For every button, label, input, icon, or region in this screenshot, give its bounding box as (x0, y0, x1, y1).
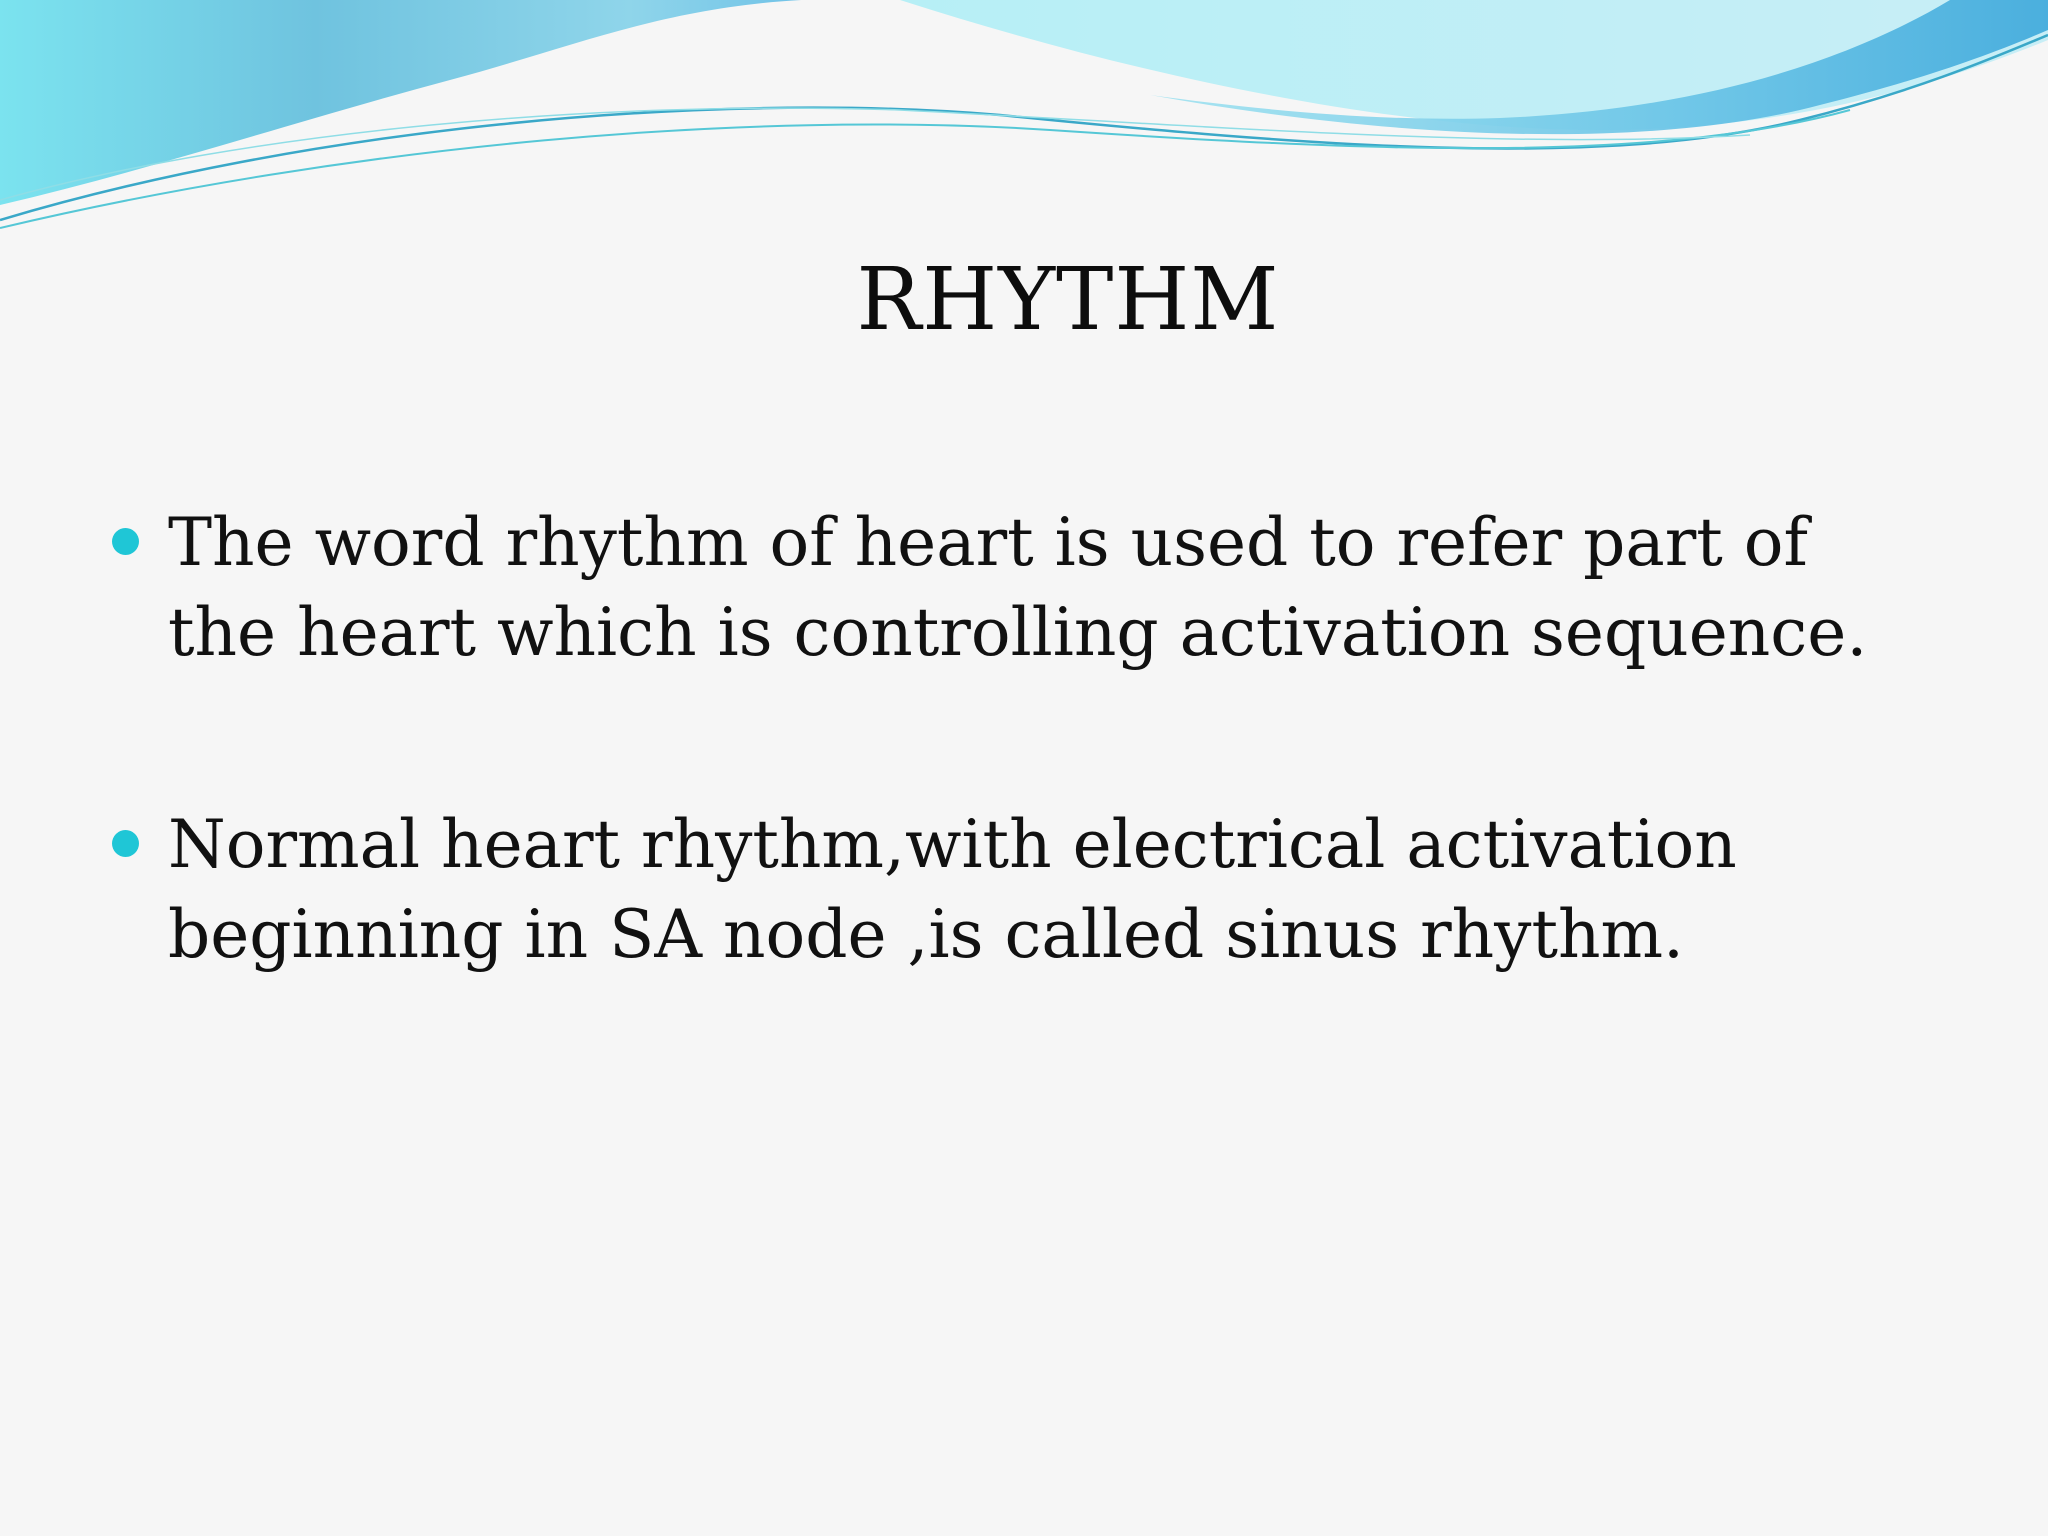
slide-title: RHYTHM (856, 250, 1280, 350)
bullet-dot-icon (112, 528, 139, 555)
bullet-item (0, 498, 2048, 678)
bullet-dot-icon (112, 830, 139, 857)
header-wave-decoration (0, 0, 2048, 240)
bullet-text: Normal heart rhythm,with electrical activation beginning in SA node ,is called sinus rhythm. (168, 806, 1737, 973)
bullet-text: The word rhythm of heart is used to refer part of the heart which is controlling activation sequence. (168, 504, 1868, 671)
bullet-list (0, 498, 2048, 1102)
bullet-item (0, 800, 2048, 980)
